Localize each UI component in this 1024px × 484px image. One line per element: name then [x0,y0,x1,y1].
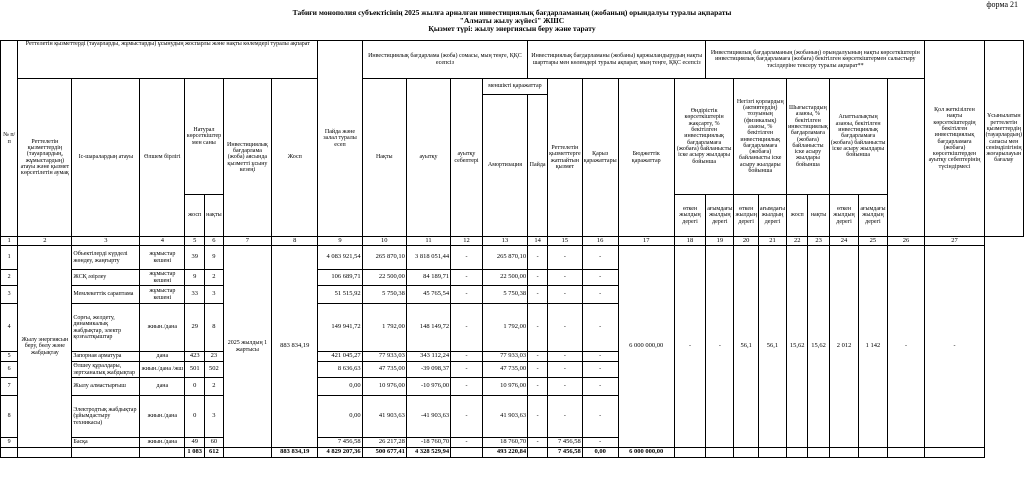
sum-plan: 8 636,63 [318,362,362,378]
total-cell [72,448,140,458]
profit-src: - [528,246,548,270]
total-cell [1,448,18,458]
header-unit: Өлшем бірлігі [140,79,185,237]
sum-deviation: 84 189,71 [406,270,450,286]
unit: жиын./дана [140,396,185,438]
sum-fact: 26 217,28 [362,438,406,448]
header-group-source: Инвестициялық бағдарламаны (жобаны) қаржыландырудың нақты шарттары мен көлемдері туралы ақпарат, мың теңге, ҚҚС есепсіз [528,41,706,79]
plan-qty: 49 [185,438,205,448]
profit-src: - [528,270,548,286]
col-num: 3 [72,237,140,246]
header-own-funds: меншікті қаражаттар [482,79,547,95]
sum-plan: 4 083 921,54 [318,246,362,270]
acc-report: 1 142 [859,246,887,448]
total-cell [18,448,72,458]
sum-plan: 7 456,58 [318,438,362,448]
plan-qty: 9 [185,270,205,286]
unit: жұмыстар кешені [140,270,185,286]
dev-reason: - [451,270,483,286]
row-no: 6 [1,362,18,378]
header-deviation: ауытқу [406,79,450,237]
total-profit: 883 834,19 [272,448,318,458]
plan-qty: 501 [185,362,205,378]
col-num: 8 [272,237,318,246]
borrowed: - [582,362,618,378]
borrowed: - [582,396,618,438]
fact-qty: 502 [205,362,223,378]
amortization: 47 735,00 [482,362,527,378]
plan-qty: 29 [185,304,205,352]
profit-src: - [528,352,548,362]
header-fact-full: Нақты [362,79,406,237]
total-cell [223,448,272,458]
profit-src: - [528,286,548,304]
total-cell [706,448,734,458]
event-name: Запорная арматура [72,352,140,362]
header-prod-ind: Өндірістік көрсеткіштерін жақсарту, % бекітілген инвестициялық бағдарламаға (жобаға) байланысты іске асыру жылдары бойынша [674,79,734,195]
sum-plan: 106 689,71 [318,270,362,286]
col-num: 21 [758,237,786,246]
row-no: 7 [1,378,18,396]
total-cell [829,448,859,458]
header-service-name: Реттелетін қызметтердің (тауарлардың, жұмыстардың) атауы және қызмет көрсетілетін аумақ [18,79,72,237]
profit-src: - [528,378,548,396]
unit: жұмыстар кешені [140,246,185,270]
header-losses-plan: жосп [787,195,808,237]
losses-fact: 15,62 [808,246,829,448]
dev-reason: - [451,362,483,378]
unit: дана [140,352,185,362]
row-no: 4 [1,304,18,352]
total-budget: 6 000 000,00 [618,448,674,458]
col-num: 4 [140,237,185,246]
col-num: 15 [548,237,583,246]
header-budget: Бюджеттік қаражаттар [618,79,674,237]
event-name: Объектілерді күрделі жөндеу, жаңғырту [72,246,140,270]
total-sum-fact: 500 677,41 [362,448,406,458]
report-title: Табиғи монополия субъектісінің 2025 жылға арналған инвестициялық бағдарламаның (жобаның) орындалуы туралы ақпараты [292,8,732,17]
fact-qty: 2 [205,378,223,396]
col-num: 26 [887,237,925,246]
total-cell [808,448,829,458]
borrowed: - [582,246,618,270]
plan-qty: 0 [185,396,205,438]
sum-plan: 421 045,27 [318,352,362,362]
col-num: 12 [451,237,483,246]
total-cell [859,448,887,458]
table-row [1,246,1024,270]
unit: дана [140,378,185,396]
dev-reason: - [451,438,483,448]
sum-deviation: 148 149,72 [406,304,450,352]
fact-qty: 3 [205,286,223,304]
plan-qty: 39 [185,246,205,270]
col-num: 18 [674,237,705,246]
fact-qty: 8 [205,304,223,352]
total-cell [758,448,786,458]
plan-qty: 423 [185,352,205,362]
total-amortization: 493 220,84 [482,448,527,458]
header-group-improve: Инвестициялық бағдарламаның (жобаның) орындалуының нақты көрсеткіштерін инвестициялық бағдарламаға (жобаға) бекітілген көрсеткіштермен салыстыру тәсілдеріне тексеру туралы ақпарат** [706,41,925,79]
service-type: Қызмет түрі: жылу энергиясын беру және тарату [428,24,596,33]
total-deviation: 4 328 529,94 [406,448,450,458]
total-cell [887,448,925,458]
amortization: 77 933,03 [482,352,527,362]
total-cell [528,448,548,458]
col-num: 7 [223,237,272,246]
sum-plan: 51 515,92 [318,286,362,304]
header-accidents: Апаттылықтың азаюы, бекітілген инвестициялық бағдарламаға (жобаға) байланысты іске асыру жылдары бойынша [829,79,887,195]
reg-service: - [548,352,583,362]
non-exec: - [887,246,925,448]
header-prod-report: ағымдағы жылдың дерегі [706,195,734,237]
column-numbers-row [1,237,1024,246]
total-borrowed: 0,00 [582,448,618,458]
profit-src: - [528,362,548,378]
total-row [1,448,1024,458]
sum-plan: 149 941,72 [318,304,362,352]
profit-src: - [528,396,548,438]
col-num: 27 [925,237,984,246]
budget: 6 000 000,00 [618,246,674,448]
sum-fact: 1 792,00 [362,304,406,352]
profit-loss: 883 834,19 [272,246,318,448]
col-num: 17 [618,237,674,246]
header-quality: Ұсынылатын реттелетін қызметтердің (тауарлардың) сапасы мен сенімділігінің жоғарылауын бағалау [984,41,1023,237]
service-name: Жылу энергиясын беру, бөлу және жабдықтау [18,246,72,448]
amortization: 10 976,00 [482,378,527,396]
event-name: Өлшеу құралдары, зертханалық жабдықтар [72,362,140,378]
reg-service: - [548,270,583,286]
sum-plan: 0,00 [318,396,362,438]
prod-prev: - [674,246,705,448]
row-no: 8 [1,396,18,438]
header-profit: Пайда және залал туралы есеп [318,41,362,237]
sum-deviation: 343 112,24 [406,352,450,362]
col-num: 20 [734,237,758,246]
row-no: 1 [1,246,18,270]
header-dev-reason: ауытқу себептері [451,79,483,237]
acc-prev: 2 012 [829,246,859,448]
amortization: 22 500,00 [482,270,527,286]
total-cell [787,448,808,458]
sum-deviation: -41 903,63 [406,396,450,438]
unit: жиын./дана /жш [140,362,185,378]
reg-service: - [548,286,583,304]
losses-plan: 15,62 [787,246,808,448]
borrowed: - [582,304,618,352]
amortization: 265 870,10 [482,246,527,270]
header-wear-prev: өткен жылдың дерегі [734,195,758,237]
dev-reason: - [451,246,483,270]
dev-reason: - [451,286,483,304]
borrowed: - [582,378,618,396]
col-num: 2 [18,237,72,246]
sum-fact: 77 933,03 [362,352,406,362]
wear-report: 56,1 [758,246,786,448]
event-name: Басқа [72,438,140,448]
quality: - [925,246,984,448]
row-no: 2 [1,270,18,286]
sum-deviation: 45 765,54 [406,286,450,304]
sum-deviation: -18 760,70 [406,438,450,448]
header-no: № п/п [1,41,18,237]
col-num: 24 [829,237,859,246]
total-fact-qty: 612 [205,448,223,458]
col-num: 25 [859,237,887,246]
header-reg-service: Реттелетін қызметтерге жатпайтын қызмет [548,79,583,237]
header-non-exec: Қол жеткізілген нақты көрсеткіштердің бекітілген инвестициялық бағдарламаға (жобаға) көрсеткіштерден ауытқу себептерінің түсіндірмесі [925,41,984,237]
col-num: 1 [1,237,18,246]
row-no: 9 [1,438,18,448]
fact-qty: 60 [205,438,223,448]
header-borrowed: Қарыз қаражаттары [582,79,618,237]
header-event-name: Іс-шаралардың атауы [72,79,140,237]
borrowed: - [582,438,618,448]
fact-qty: 9 [205,246,223,270]
total-cell [451,448,483,458]
row-no: 3 [1,286,18,304]
borrowed: - [582,270,618,286]
header-group-sum: Инвестициялық бағдарлама (жоба) сомасы, мың теңге, ҚҚС есепсіз [362,41,528,79]
amortization: 1 792,00 [482,304,527,352]
total-reg-service: 7 456,58 [548,448,583,458]
fact-qty: 23 [205,352,223,362]
plan-qty: 0 [185,378,205,396]
col-num: 22 [787,237,808,246]
profit-src: - [528,304,548,352]
event-name: Мемлекеттік сараптама [72,286,140,304]
dev-reason: - [451,304,483,352]
event-name: ЖСҚ әзірлеу [72,270,140,286]
profit-src: - [528,438,548,448]
header-prod-prev: өткен жылдың дерегі [674,195,705,237]
sum-deviation: 3 818 051,44 [406,246,450,270]
sum-fact: 47 735,00 [362,362,406,378]
reg-service: 7 456,58 [548,438,583,448]
header-amort: Амортизация [482,95,527,237]
col-num: 13 [482,237,527,246]
col-num: 16 [582,237,618,246]
event-name: Сорғы, желдету, динамикалық жабдықтар, электр қозғалтқыштар [72,304,140,352]
total-plan-qty: 1 083 [185,448,205,458]
sum-fact: 265 870,10 [362,246,406,270]
header-natural-plan: жосп [185,195,205,237]
total-cell [674,448,705,458]
reg-service: - [548,396,583,438]
sum-fact: 22 500,00 [362,270,406,286]
header-acc-prev: өткен жылдың дерегі [829,195,859,237]
wear-prev: 56,1 [734,246,758,448]
unit: жұмыстар кешені [140,286,185,304]
borrowed: - [582,286,618,304]
event-name: Жылу алмастырғыш [72,378,140,396]
sum-fact: 10 976,00 [362,378,406,396]
col-num: 23 [808,237,829,246]
header-wear: Негізгі қорлардың (активтердің) тозуының (физикалық) азаюы, % бекітілген инвестициялық бағдарламаға (жобаға) байланысты іске асыру жылдары бойынша [734,79,787,195]
header-losses: Шығыстардың азаюы, % бекітілген инвестициялық бағдарламаға (жобаға) байланысты іске асыру жылдары бойынша [787,79,830,195]
col-num: 9 [318,237,362,246]
reg-service: - [548,362,583,378]
col-num: 5 [185,237,205,246]
header-profit2: Пайда [528,95,548,237]
header-losses-fact: нақты [808,195,829,237]
total-cell [734,448,758,458]
dev-reason: - [451,396,483,438]
period: 2025 жылдың 1 жартысы [223,246,272,448]
amortization: 18 760,70 [482,438,527,448]
dev-reason: - [451,378,483,396]
col-num: 10 [362,237,406,246]
amortization: 5 750,38 [482,286,527,304]
col-num: 6 [205,237,223,246]
dev-reason: - [451,352,483,362]
total-sum-plan: 4 829 207,36 [318,448,362,458]
event-name: Электродтық жабдықтар (ұйымдастыру техникасы) [72,396,140,438]
sum-fact: 41 903,63 [362,396,406,438]
sum-deviation: -39 098,37 [406,362,450,378]
fact-qty: 2 [205,270,223,286]
unit: жиын./дана [140,304,185,352]
plan-qty: 33 [185,286,205,304]
total-cell [140,448,185,458]
header-plan-full: Жосп [272,79,318,237]
col-num: 11 [406,237,450,246]
header-acc-report: ағымдағы жылдың дерегі [859,195,887,237]
row-no: 5 [1,352,18,362]
total-cell [925,448,984,458]
prod-report: - [706,246,734,448]
col-num: 14 [528,237,548,246]
header-natural: Натурал көрсеткіштер мен саны [185,79,223,195]
sum-deviation: -10 976,00 [406,378,450,396]
reg-service: - [548,246,583,270]
company-name: "Алматы жылу жүйесі" ЖШС [459,16,565,25]
amortization: 41 903,63 [482,396,527,438]
sum-fact: 5 750,38 [362,286,406,304]
borrowed: - [582,352,618,362]
header-period: Инвестициялық бағдарлама (жоба) аясында қызметті ұсыну кезеңі [223,79,272,237]
reg-service: - [548,378,583,396]
fact-qty: 3 [205,396,223,438]
header-wear-report: ағымдағы жылдың дерегі [758,195,786,237]
unit: жиын./дана [140,438,185,448]
form-number: форма 21 [986,0,1018,9]
header-group-services: Реттелетін қызметтерді (тауарларды, жұмыстарды) ұсынудың жоспарлы және нақты көлемдері туралы ақпарат [18,41,318,79]
investment-table [0,40,1024,458]
col-num: 19 [706,237,734,246]
reg-service: - [548,304,583,352]
sum-plan: 0,00 [318,378,362,396]
header-natural-fact: нақты [205,195,223,237]
